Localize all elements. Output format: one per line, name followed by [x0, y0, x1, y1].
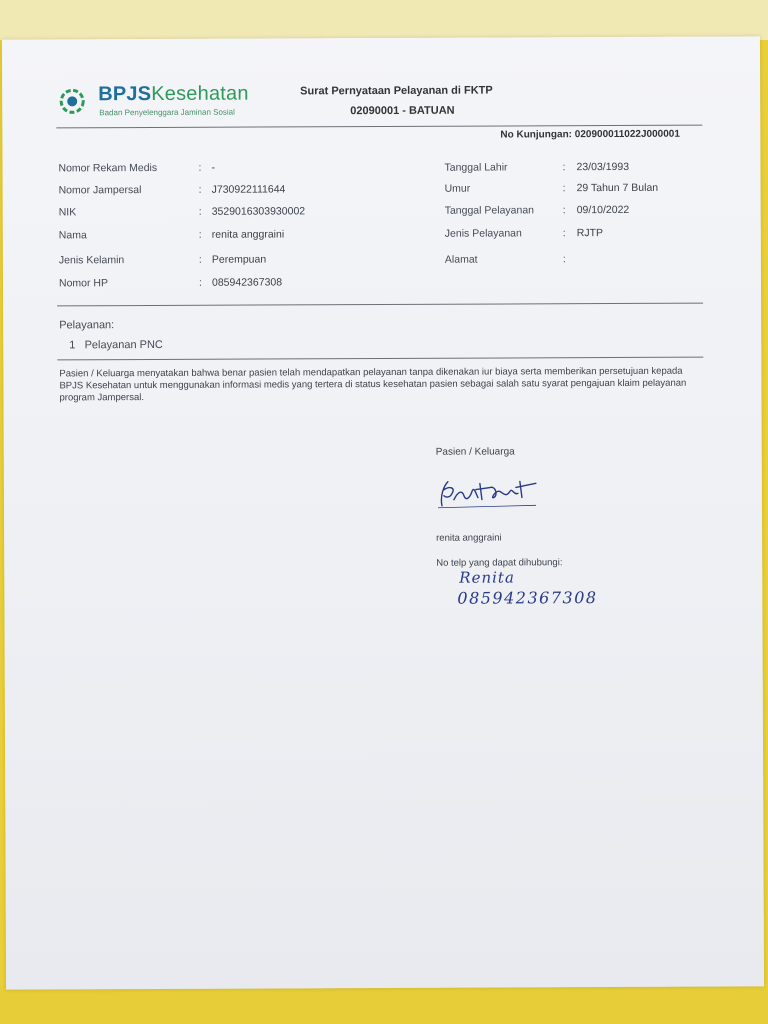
contact-label: No telp yang dapat dihubungi:: [436, 557, 563, 569]
colon: :: [562, 182, 566, 195]
label-age: Umur: [444, 182, 471, 195]
value-name: renita anggraini: [211, 228, 285, 241]
colon: :: [562, 227, 566, 240]
colon: :: [198, 276, 202, 289]
bpjs-logo-text: BPJSKesehatan: [98, 82, 249, 106]
label-nik: NIK: [58, 206, 77, 219]
service-item: 1 Pelayanan PNC: [69, 338, 163, 352]
value-service-type: RJTP: [576, 227, 604, 240]
bpjs-logo-subtitle: Badan Penyelenggara Jaminan Sosial: [99, 107, 235, 118]
label-name: Nama: [58, 229, 87, 242]
label-service-type: Jenis Pelayanan: [444, 227, 522, 240]
colon: :: [198, 253, 202, 266]
facility-code: 02090001 - BATUAN: [350, 104, 455, 118]
value-nik: 3529016303930002: [211, 205, 306, 218]
handwritten-name: Renita: [459, 568, 515, 587]
colon: :: [198, 183, 202, 196]
signature-label: Pasien / Keluarga: [435, 446, 515, 458]
value-medical-record: -: [211, 161, 216, 174]
label-phone: Nomor HP: [58, 277, 109, 290]
header-divider: [56, 125, 702, 129]
colon: :: [562, 204, 566, 217]
value-gender: Perempuan: [211, 253, 267, 266]
services-heading: Pelayanan:: [59, 319, 115, 332]
info-divider: [57, 303, 703, 307]
bpjs-logo-icon: [58, 87, 86, 115]
colon: :: [198, 228, 202, 241]
consent-statement: Pasien / Keluarga menyatakan bahwa benar pasien telah mendapatkan pelayanan tanpa dikenakan iur biaya serta memberikan persetujuan kepada BPJS Kesehatan untuk menggunakan informasi medis yang tertera di status kesehatan pasien sebagai salah satu syarat pengajuan klaim pelayanan program Jampersal.: [59, 365, 687, 404]
colon: :: [562, 253, 566, 266]
label-birth-date: Tanggal Lahir: [444, 161, 508, 174]
value-birth-date: 23/03/1993: [576, 160, 630, 174]
document-title: Surat Pernyataan Pelayanan di FKTP: [300, 84, 493, 98]
colon: :: [198, 205, 202, 218]
handwritten-signature: [436, 475, 546, 511]
visit-number: No Kunjungan: 020900011022J000001: [500, 128, 680, 141]
colon: :: [198, 161, 202, 174]
value-jampersal: J730922111644: [211, 183, 286, 196]
background-bottom-band: [0, 986, 768, 1024]
document-page: [2, 36, 764, 989]
label-address: Alamat: [444, 253, 478, 266]
signatory-name: renita anggraini: [436, 532, 502, 544]
value-phone: 085942367308: [211, 276, 283, 289]
label-service-date: Tanggal Pelayanan: [444, 204, 535, 217]
handwritten-phone: 085942367308: [457, 588, 598, 608]
background-top-strip: [0, 0, 768, 40]
label-jampersal: Nomor Jampersal: [58, 184, 142, 197]
value-age: 29 Tahun 7 Bulan: [576, 181, 659, 195]
services-divider: [57, 357, 703, 361]
label-gender: Jenis Kelamin: [58, 254, 125, 267]
value-service-date: 09/10/2022: [576, 203, 630, 217]
label-medical-record: Nomor Rekam Medis: [58, 161, 158, 175]
colon: :: [562, 161, 566, 174]
